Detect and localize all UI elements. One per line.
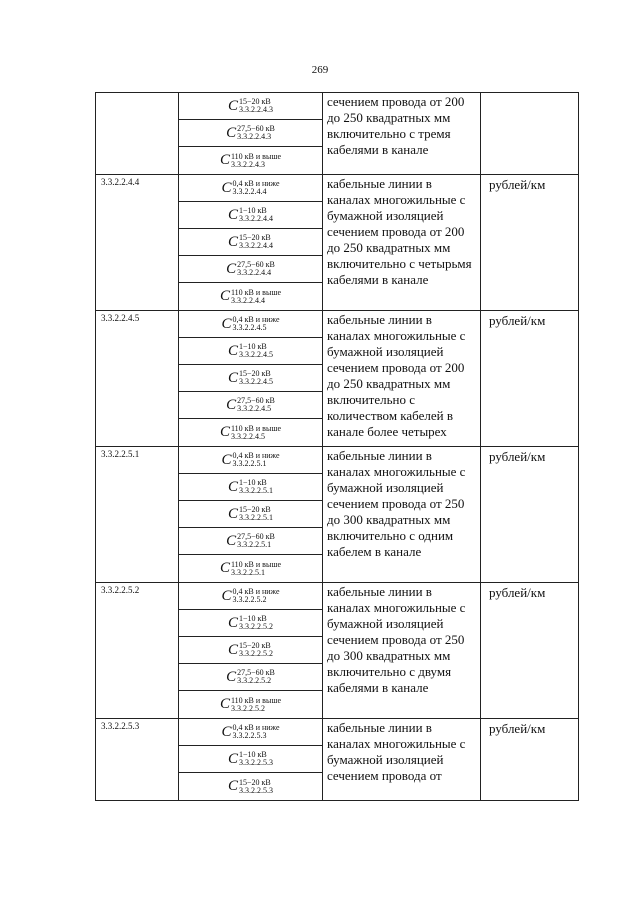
table-row: [96, 93, 579, 175]
cost-symbol-scripts: [237, 533, 275, 549]
cost-symbol: [220, 561, 281, 577]
item-code: 3.3.2.2.5.1: [96, 447, 179, 583]
cost-symbol: [228, 98, 273, 114]
cost-symbol-letter: C: [226, 124, 237, 141]
cost-symbol: [221, 180, 279, 196]
cost-symbol: [228, 779, 273, 795]
index-subscript: 3.3.2.2.4.3: [237, 132, 272, 141]
cost-symbol-letter: C: [227, 233, 238, 250]
table-body: [96, 93, 579, 801]
item-code: 3.3.2.2.4.4: [96, 175, 179, 311]
cost-index-entry: [179, 501, 322, 528]
cost-index-entry: [179, 719, 322, 746]
cost-symbol: [221, 724, 279, 740]
description: кабельные линии в каналах многожильные с бумажной изоляцией сечением провода от 250 до 300 квадратных мм включительно с одним кабелем в канале: [323, 447, 481, 583]
cost-symbol-scripts: [237, 397, 275, 413]
cost-symbol: [228, 343, 273, 359]
cost-symbol-letter: C: [227, 614, 238, 631]
cost-symbol: [221, 452, 279, 468]
cost-symbol-scripts: [239, 642, 273, 658]
unit-of-measure: рублей/км: [481, 175, 579, 311]
voltage-class-label: 0,4 кВ и ниже: [232, 315, 280, 324]
cost-index-cell: [179, 93, 323, 175]
voltage-class-label: 27,5−60 кВ: [237, 396, 275, 405]
voltage-class-label: 15−20 кВ: [239, 777, 271, 787]
cost-symbol-scripts: [232, 452, 279, 468]
cost-index-entry: [179, 664, 322, 691]
cost-symbol: [220, 697, 281, 713]
cost-symbol-scripts: [232, 180, 279, 196]
cost-symbol-letter: C: [227, 369, 238, 386]
voltage-class-label: 15−20 кВ: [239, 233, 271, 242]
cost-symbol: [228, 615, 273, 631]
cost-symbol-letter: C: [219, 288, 230, 304]
index-subscript: 3.3.2.2.4.5: [239, 350, 273, 359]
cost-index-list: [179, 447, 322, 582]
description: сечением провода от 200 до 250 квадратных мм включительно с тремя кабелями в канале: [323, 93, 481, 175]
voltage-class-label: 15−20 кВ: [239, 369, 271, 378]
cost-symbol-scripts: [231, 561, 281, 577]
index-subscript: 3.3.2.2.4.3: [239, 105, 273, 114]
voltage-class-label: 1−10 кВ: [239, 206, 267, 215]
index-subscript: 3.3.2.2.5.3: [239, 758, 273, 767]
index-subscript: 3.3.2.2.5.2: [237, 676, 272, 685]
table-row: [96, 175, 579, 311]
cost-symbol: [228, 751, 273, 767]
cost-symbol-scripts: [237, 669, 275, 685]
voltage-class-label: 15−20 кВ: [239, 641, 271, 650]
item-code: 3.3.2.2.5.2: [96, 583, 179, 719]
cost-symbol-scripts: [239, 370, 273, 386]
cost-symbol: [228, 506, 273, 522]
cost-symbol: [221, 316, 279, 332]
cost-symbol-scripts: [232, 724, 279, 740]
cost-symbol: [226, 397, 275, 413]
unit-of-measure: рублей/км: [481, 719, 579, 801]
index-subscript: 3.3.2.2.4.4: [232, 187, 267, 196]
voltage-class-label: 110 кВ и выше: [230, 695, 282, 705]
voltage-class-label: 1−10 кВ: [239, 478, 267, 487]
cost-index-entry: [179, 583, 322, 610]
cost-symbol-scripts: [239, 343, 273, 359]
voltage-class-label: 0,4 кВ и ниже: [232, 179, 280, 188]
cost-symbol-letter: C: [226, 260, 237, 277]
cost-symbol-scripts: [237, 261, 275, 277]
cost-symbol-letter: C: [227, 778, 238, 794]
voltage-class-label: 27,5−60 кВ: [237, 668, 275, 677]
cost-symbol: [226, 125, 275, 141]
cost-index-entry: [179, 474, 322, 501]
cost-symbol: [220, 425, 281, 441]
cost-index-entry: [179, 229, 322, 256]
cost-symbol-letter: C: [221, 587, 232, 604]
cost-index-list: [179, 175, 322, 310]
cost-index-entry: [179, 283, 322, 310]
cost-symbol-scripts: [239, 98, 273, 114]
description: кабельные линии в каналах многожильные с бумажной изоляцией сечением провода от 200 до 250 квадратных мм включительно с количеством кабелей в канале более четырех: [323, 311, 481, 447]
cost-index-entry: [179, 365, 322, 392]
index-subscript: 3.3.2.2.5.1: [237, 540, 272, 549]
voltage-class-label: 110 кВ и выше: [230, 287, 282, 297]
cost-symbol-scripts: [239, 615, 273, 631]
cost-symbol-scripts: [239, 479, 273, 495]
cost-symbol-letter: C: [226, 668, 237, 685]
item-code: 3.3.2.2.4.5: [96, 311, 179, 447]
cost-symbol-letter: C: [221, 179, 232, 196]
cost-symbol-letter: C: [226, 396, 237, 413]
cost-symbol-letter: C: [227, 97, 238, 114]
table-row: [96, 583, 579, 719]
index-subscript: 3.3.2.2.5.3: [239, 785, 273, 795]
cost-index-entry: [179, 93, 322, 120]
cost-index-entry: [179, 746, 322, 773]
cost-index-list: [179, 719, 322, 800]
cost-symbol: [220, 153, 281, 169]
cost-symbol-letter: C: [221, 451, 232, 468]
voltage-class-label: 0,4 кВ и ниже: [232, 587, 280, 596]
cost-index-entry: [179, 338, 322, 365]
cost-index-entry: [179, 120, 322, 147]
index-subscript: 3.3.2.2.4.5: [230, 431, 265, 441]
cost-symbol-scripts: [239, 751, 273, 767]
table-row: [96, 447, 579, 583]
cost-index-cell: [179, 719, 323, 801]
description: кабельные линии в каналах многожильные с бумажной изоляцией сечением провода от: [323, 719, 481, 801]
cost-symbol-letter: C: [227, 641, 238, 658]
cost-symbol-letter: C: [221, 315, 232, 332]
index-subscript: 3.3.2.2.5.2: [230, 703, 265, 713]
item-code: [96, 93, 179, 175]
voltage-class-label: 110 кВ и выше: [230, 559, 282, 569]
cost-symbol: [228, 370, 273, 386]
cost-index-entry: [179, 419, 322, 446]
index-subscript: 3.3.2.2.5.2: [239, 622, 273, 631]
page-number: 269: [311, 64, 329, 76]
voltage-class-label: 15−20 кВ: [239, 505, 271, 514]
cost-symbol-scripts: [239, 506, 273, 522]
cost-symbol-scripts: [231, 153, 281, 169]
voltage-class-label: 27,5−60 кВ: [237, 532, 275, 541]
cost-symbol-scripts: [239, 234, 273, 250]
index-subscript: 3.3.2.2.4.4: [237, 268, 272, 277]
table-row: [96, 719, 579, 801]
index-subscript: 3.3.2.2.5.2: [239, 649, 273, 658]
cost-symbol: [228, 479, 273, 495]
cost-index-cell: [179, 583, 323, 719]
index-subscript: 3.3.2.2.5.1: [232, 459, 267, 468]
cost-symbol: [221, 588, 279, 604]
cost-symbol-letter: C: [226, 532, 237, 549]
voltage-class-label: 27,5−60 кВ: [237, 124, 275, 133]
cost-symbol-scripts: [231, 425, 281, 441]
description: кабельные линии в каналах многожильные с бумажной изоляцией сечением провода от 250 до 300 квадратных мм включительно с двумя кабелями в канале: [323, 583, 481, 719]
cost-symbol-letter: C: [221, 723, 232, 740]
cost-symbol-letter: C: [219, 152, 230, 168]
cost-symbol-scripts: [232, 588, 279, 604]
cost-symbol-scripts: [231, 697, 281, 713]
cost-index-entry: [179, 691, 322, 718]
index-subscript: 3.3.2.2.4.4: [239, 241, 273, 250]
cost-index-entry: [179, 555, 322, 582]
cost-index-cell: [179, 175, 323, 311]
cost-index-entry: [179, 147, 322, 174]
index-subscript: 3.3.2.2.5.1: [230, 567, 265, 577]
index-subscript: 3.3.2.2.4.3: [230, 159, 265, 169]
voltage-class-label: 27,5−60 кВ: [237, 260, 275, 269]
cost-symbol-letter: C: [227, 750, 238, 767]
index-subscript: 3.3.2.2.4.5: [239, 377, 273, 386]
cost-index-entry: [179, 175, 322, 202]
voltage-class-label: 110 кВ и выше: [230, 423, 282, 433]
cost-symbol-letter: C: [219, 424, 230, 440]
cost-symbol: [228, 234, 273, 250]
unit-of-measure: рублей/км: [481, 583, 579, 719]
cost-symbol-letter: C: [227, 478, 238, 495]
cost-index-cell: [179, 447, 323, 583]
voltage-class-label: 1−10 кВ: [239, 614, 267, 623]
cost-index-entry: [179, 256, 322, 283]
cost-index-entry: [179, 447, 322, 474]
cost-symbol-scripts: [232, 316, 279, 332]
cost-symbol-letter: C: [227, 505, 238, 522]
cost-symbol-letter: C: [219, 560, 230, 576]
cost-index-entry: [179, 392, 322, 419]
cost-index-entry: [179, 528, 322, 555]
index-subscript: 3.3.2.2.4.4: [239, 214, 273, 223]
cost-symbol-letter: C: [227, 206, 238, 223]
cost-symbol: [228, 642, 273, 658]
unit-of-measure: рублей/км: [481, 311, 579, 447]
cost-symbol-scripts: [237, 125, 275, 141]
cost-symbol: [226, 669, 275, 685]
cost-index-entry: [179, 311, 322, 338]
cost-index-list: [179, 311, 322, 446]
voltage-class-label: 0,4 кВ и ниже: [232, 451, 280, 460]
cost-symbol: [228, 207, 273, 223]
cost-index-list: [179, 93, 322, 174]
index-subscript: 3.3.2.2.4.5: [232, 323, 267, 332]
index-subscript: 3.3.2.2.5.1: [239, 513, 273, 522]
cost-symbol-scripts: [239, 779, 273, 795]
cost-symbol-scripts: [231, 289, 281, 305]
voltage-class-label: 110 кВ и выше: [230, 151, 282, 161]
cost-index-list: [179, 583, 322, 718]
cost-index-entry: [179, 773, 322, 800]
cost-symbol-scripts: [239, 207, 273, 223]
voltage-class-label: 15−20 кВ: [239, 97, 271, 106]
index-subscript: 3.3.2.2.4.4: [230, 295, 265, 305]
cost-index-entry: [179, 202, 322, 229]
cost-symbol: [220, 289, 281, 305]
cost-index-entry: [179, 637, 322, 664]
unit-of-measure: [481, 93, 579, 175]
description: кабельные линии в каналах многожильные с бумажной изоляцией сечением провода от 200 до 250 квадратных мм включительно с четырьмя кабелями в канале: [323, 175, 481, 311]
voltage-class-label: 1−10 кВ: [239, 750, 267, 759]
table-row: [96, 311, 579, 447]
index-subscript: 3.3.2.2.5.3: [232, 731, 267, 740]
voltage-class-label: 1−10 кВ: [239, 342, 267, 351]
cost-index-entry: [179, 610, 322, 637]
cost-symbol: [226, 261, 275, 277]
unit-of-measure: рублей/км: [481, 447, 579, 583]
index-subscript: 3.3.2.2.5.2: [232, 595, 267, 604]
index-subscript: 3.3.2.2.4.5: [237, 404, 272, 413]
tariff-table: [95, 92, 579, 801]
index-subscript: 3.3.2.2.5.1: [239, 486, 273, 495]
cost-symbol: [226, 533, 275, 549]
cost-symbol-letter: C: [219, 696, 230, 712]
item-code: 3.3.2.2.5.3: [96, 719, 179, 801]
cost-index-cell: [179, 311, 323, 447]
voltage-class-label: 0,4 кВ и ниже: [232, 723, 280, 732]
cost-symbol-letter: C: [227, 342, 238, 359]
